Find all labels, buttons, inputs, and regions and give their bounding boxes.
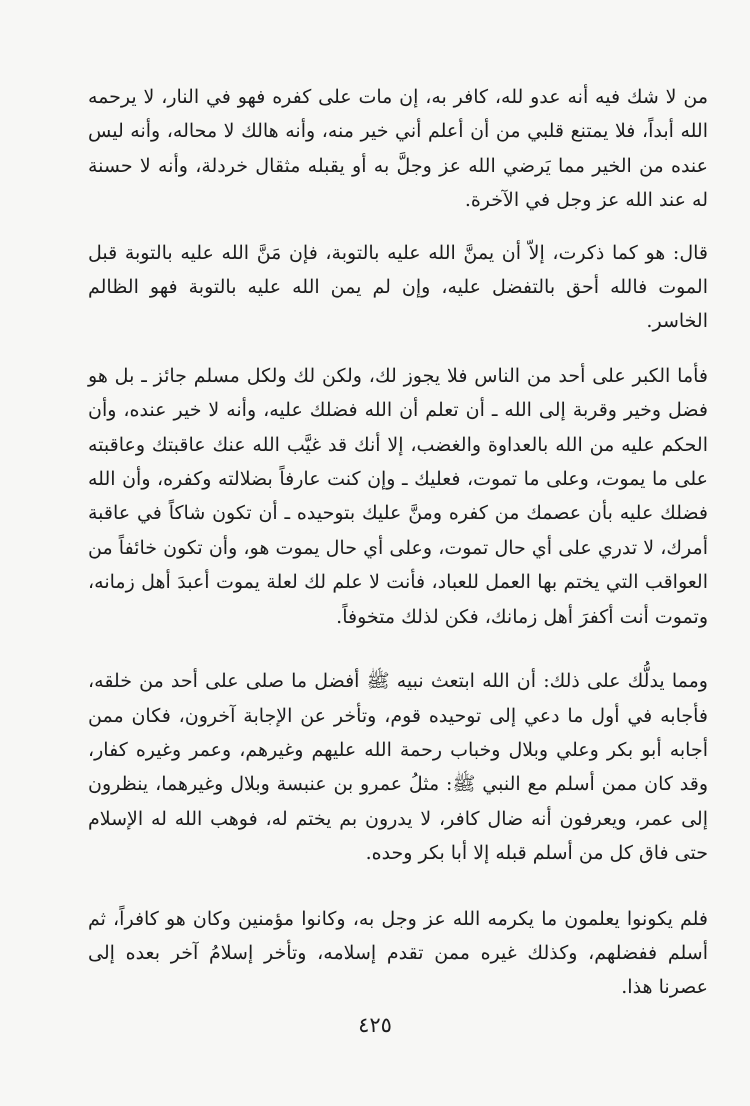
paragraph-3: فأما الكبر على أحد من الناس فلا يجوز لك، ولكن لك ولكل مسلم جائز ـ بل هو فضل وخير وقربة إلى الله ـ أن تعلم أن الله فضلك عليه، وأنه لا خير عنده، وأن الحكم عليه من الله بالعداوة والغضب، إلا أنك قد غيَّب الله عنك عاقبتك وعاقبته على ما يموت، وعلى ما تموت، فعليك ـ وإن كنت عارفاً بضلالته وكفره، وأن الله فضلك عليه بأن عصمك من كفره ومنَّ عليك بتوحيده ـ أن تكون شاكاً في عاقبة أمرك، لا تدري على أي حال تموت، وعلى أي حال يموت هو، وأن تكون خائفاً من العواقب التي يختم بها العمل للعباد، فأنت لا علم لك لعلة يموت أعبدَ أهل زمانه، وتموت أنت أكفرَ أهل زمانك، فكن لذلك متخوفاً. (88, 364, 708, 628)
paragraph-1: من لا شك فيه أنه عدو لله، كافر به، إن مات على كفره فهو في النار، لا يرحمه الله أبداً، فلا يمتنع قلبي من أن أعلم أني خير منه، وأنه هالك لا محاله، وأنه ليس عنده من الخير مما يَرضي الله عز وجلَّ به أو يقبله مثقال خردلة، وأنه لا حسنة له عند الله عز وجل في الآخرة. (88, 86, 708, 212)
page-body (88, 80, 708, 1005)
paragraph-2: قال: هو كما ذكرت، إلاّ أن يمنَّ الله عليه بالتوبة، فإن مَنَّ الله عليه بالتوبة قبل الموت فالله أحق بالتفضل عليه، وإن لم يمن الله عليه بالتوبة فهو الظالم الخاسر. (88, 241, 708, 333)
paragraph-4: ومما يدلُّك على ذلك: أن الله ابتعث نبيه ﷺ أفضل ما صلى على أحد من خلقه، فأجابه في أول ما دعي إلى توحيده قوم، وتأخر عن الإجابة آخرون، فكان ممن أجابه أبو بكر وعلي وبلال وخباب رحمة الله عليهم وغيرهم، وعمر وغيره كفار، وقد كان ممن أسلم مع النبي ﷺ: مثلُ عمرو بن عنبسة وبلال وغيرهما، ينظرون إلى عمر، ويعرفون أنه ضال كافر، لا يدرون بم يختم له، فوهب الله له الإسلام حتى فاق كل من أسلم قبله إلا أبا بكر وحده. (88, 670, 708, 865)
paragraph-5: فلم يكونوا يعلمون ما يكرمه الله عز وجل به، وكانوا مؤمنين وكان هو كافراً، ثم أسلم ففضلهم، وكذلك غيره ممن تقدم إسلامه، وتأخر إسلامُ آخر بعده إلى عصرنا هذا. (88, 907, 708, 999)
page-number: ٤٢٥ (358, 1013, 392, 1037)
